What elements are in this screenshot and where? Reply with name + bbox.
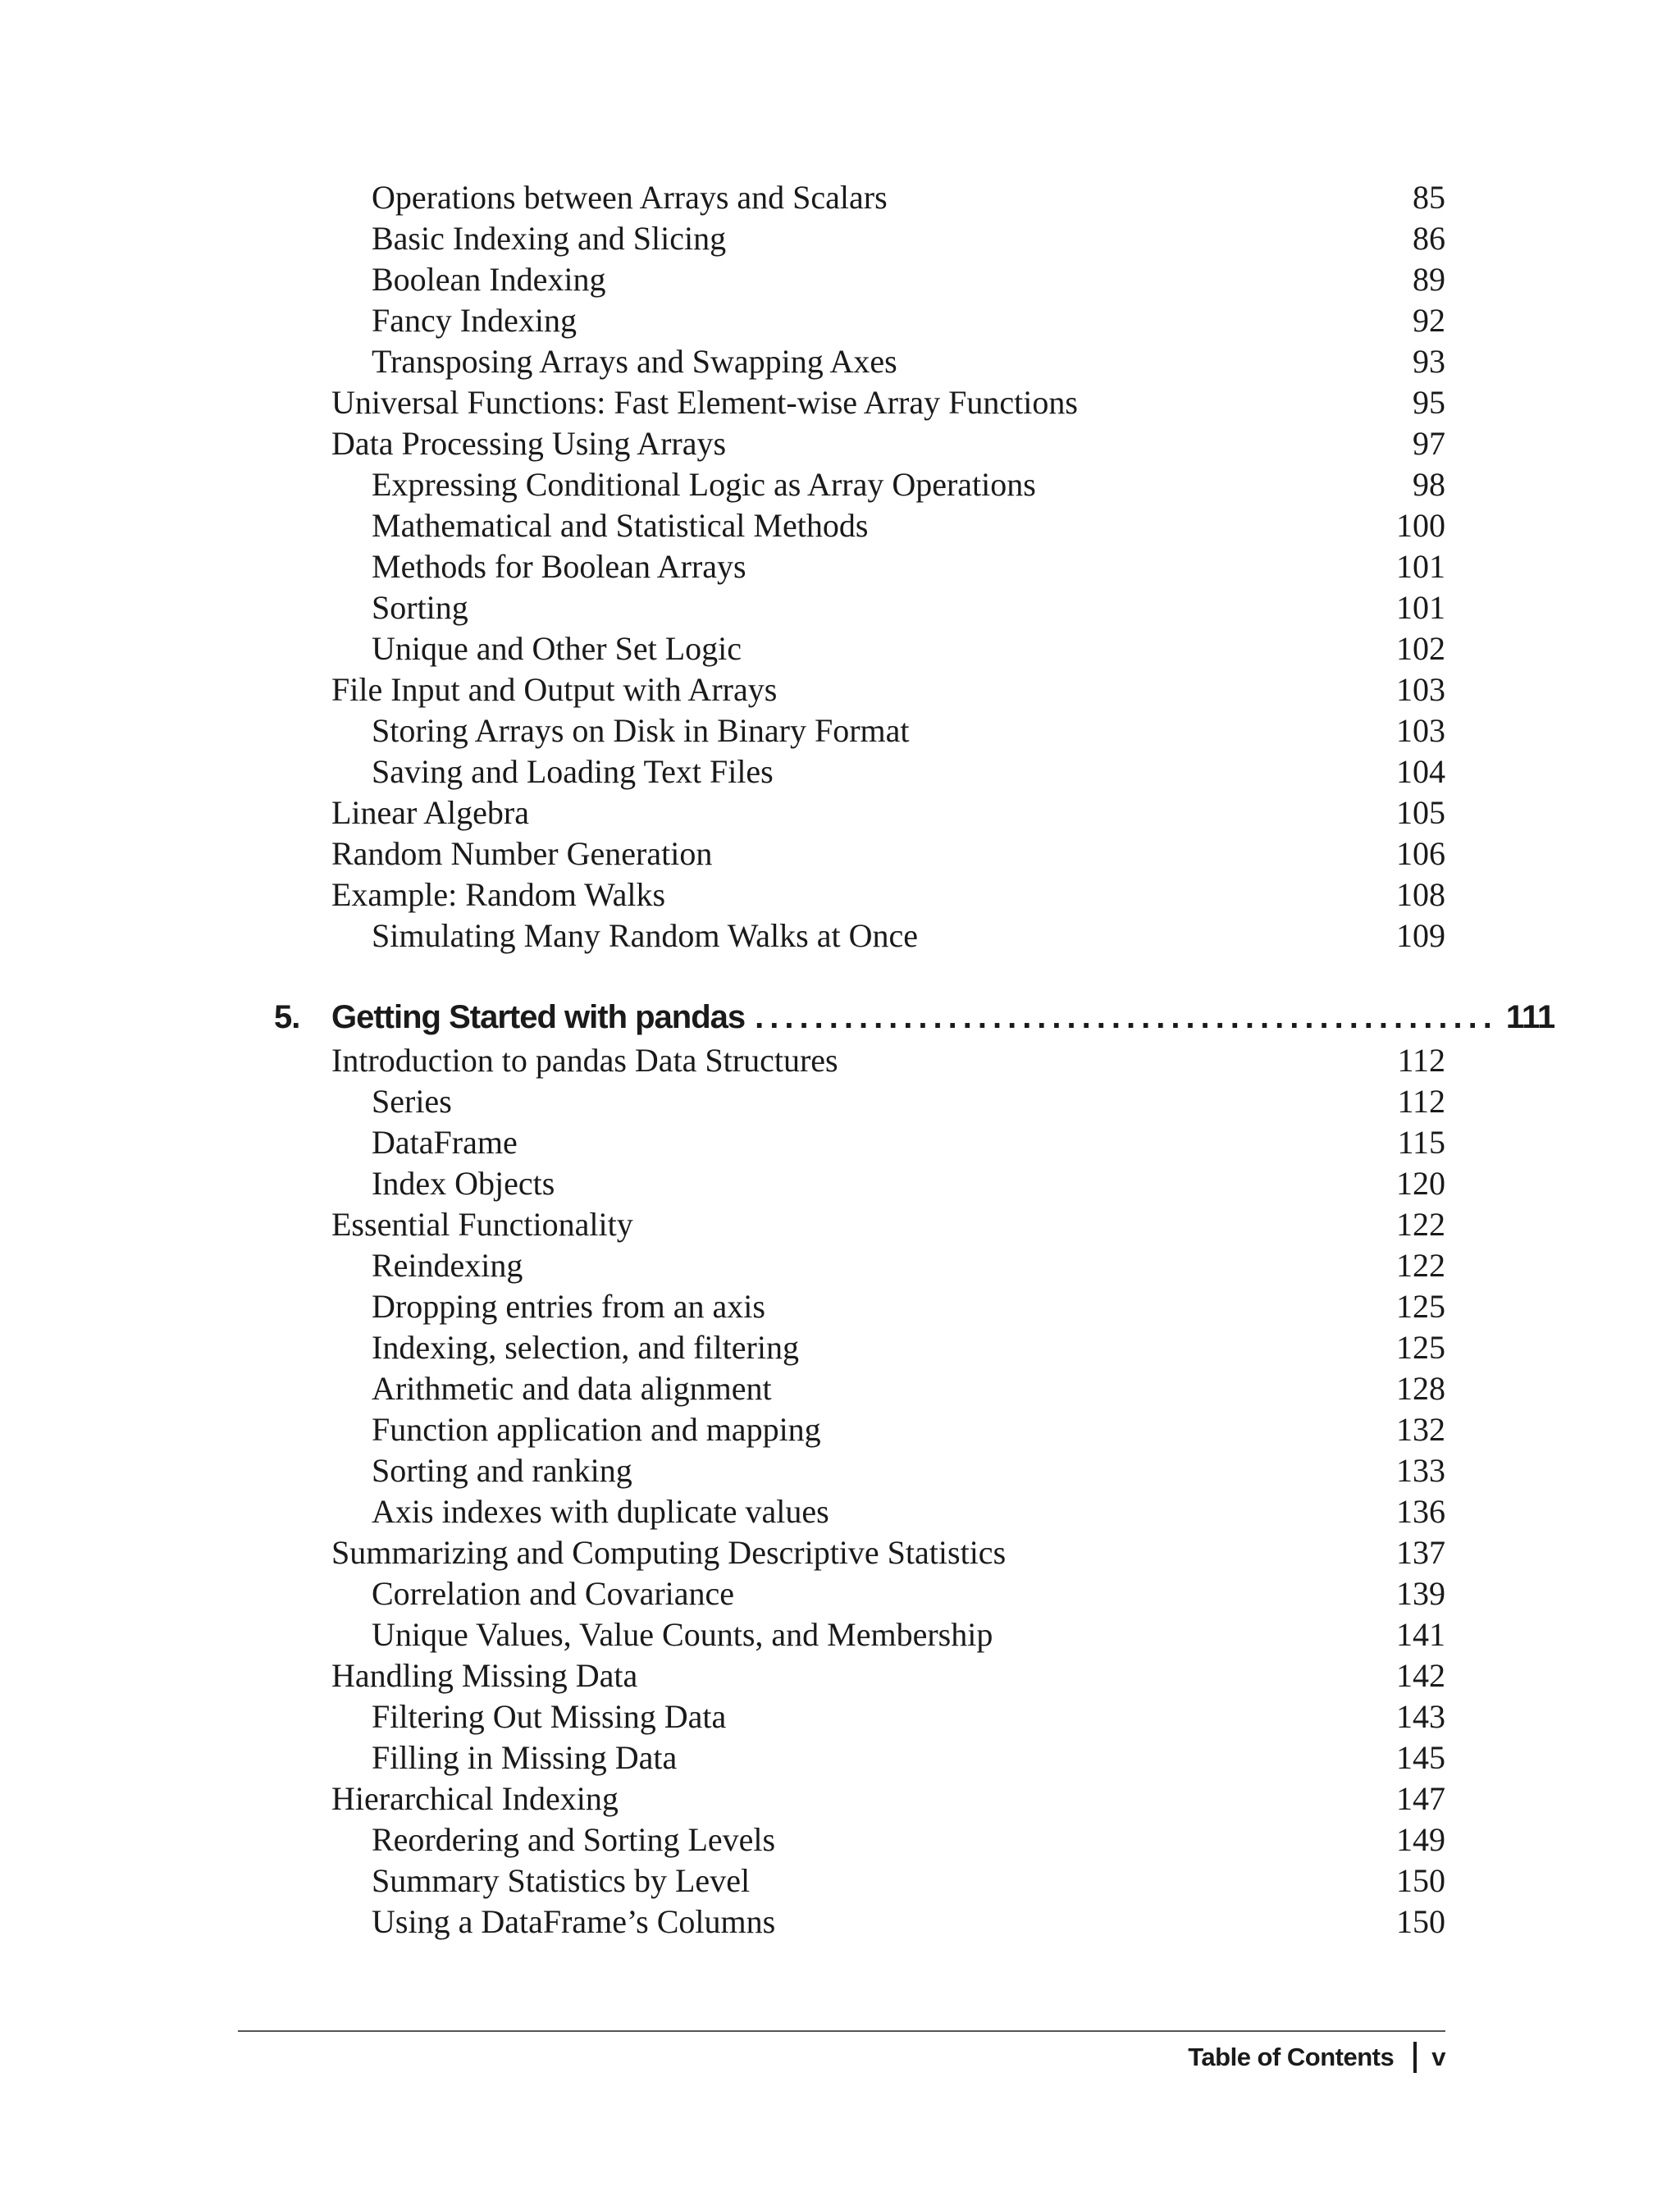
entry-title: Reordering and Sorting Levels [372, 1821, 776, 1858]
toc-subsection-entry[interactable] [331, 1573, 1445, 1614]
chapter-page-number: 111 [1505, 999, 1555, 1035]
entry-title: Hierarchical Indexing [331, 1780, 619, 1817]
entry-title: Universal Functions: Fast Element-wise Array Functions [331, 384, 1078, 421]
entry-title: Correlation and Covariance [372, 1575, 735, 1612]
entry-title: Summarizing and Computing Descriptive Statistics [331, 1534, 1007, 1571]
entry-page-number: 122 [1396, 1206, 1445, 1243]
toc-section-entry[interactable] [331, 1778, 1445, 1819]
entry-page-number: 105 [1396, 794, 1445, 831]
entry-title: Linear Algebra [331, 794, 529, 831]
chapter-number: 5. [274, 999, 300, 1035]
chapter-title: Getting Started with pandas [331, 999, 746, 1035]
entry-page-number: 108 [1396, 876, 1445, 913]
entry-page-number: 132 [1396, 1411, 1445, 1448]
toc-section-entry[interactable] [331, 874, 1445, 915]
page-footer [1188, 2037, 1445, 2078]
entry-title: Operations between Arrays and Scalars [372, 179, 888, 216]
toc-section-entry[interactable] [331, 1204, 1445, 1245]
table-of-contents [274, 177, 1555, 1942]
entry-title: Essential Functionality [331, 1206, 633, 1243]
toc-subsection-entry[interactable] [331, 1163, 1445, 1204]
toc-subsection-entry[interactable] [331, 915, 1445, 956]
toc-subsection-entry[interactable] [331, 1286, 1445, 1327]
entry-title: Basic Indexing and Slicing [372, 220, 727, 257]
entry-title: Example: Random Walks [331, 876, 666, 913]
entry-title: DataFrame [372, 1124, 518, 1161]
entry-page-number: 103 [1396, 671, 1445, 708]
footer-section-label: Table of Contents [1188, 2043, 1395, 2071]
toc-section-entry[interactable] [331, 382, 1445, 423]
entry-page-number: 128 [1396, 1370, 1445, 1407]
toc-subsection-entry[interactable] [331, 1901, 1445, 1942]
entry-page-number: 86 [1413, 220, 1445, 257]
toc-subsection-entry[interactable] [331, 1450, 1445, 1491]
entry-title: Handling Missing Data [331, 1657, 638, 1694]
footer-separator [1413, 2042, 1417, 2073]
entry-page-number: 92 [1413, 302, 1445, 339]
toc-subsection-entry[interactable] [331, 1819, 1445, 1860]
toc-subsection-entry[interactable] [331, 710, 1445, 751]
toc-subsection-entry[interactable] [331, 587, 1445, 628]
entry-title: Data Processing Using Arrays [331, 425, 727, 462]
toc-subsection-entry[interactable] [331, 1696, 1445, 1737]
toc-subsection-entry[interactable] [331, 300, 1445, 341]
toc-section-entry[interactable] [331, 423, 1445, 464]
entry-title: Sorting [372, 589, 468, 626]
entry-page-number: 112 [1397, 1083, 1445, 1120]
toc-subsection-entry[interactable] [331, 751, 1445, 792]
entry-page-number: 125 [1396, 1329, 1445, 1366]
entry-title: Reindexing [372, 1247, 523, 1284]
entry-page-number: 120 [1396, 1165, 1445, 1202]
entry-page-number: 137 [1396, 1534, 1445, 1571]
entry-title: Summary Statistics by Level [372, 1862, 751, 1899]
entry-page-number: 97 [1413, 425, 1445, 462]
entry-page-number: 150 [1396, 1903, 1445, 1940]
entry-title: Mathematical and Statistical Methods [372, 507, 869, 544]
entry-page-number: 125 [1396, 1288, 1445, 1325]
entry-title: Dropping entries from an axis [372, 1288, 765, 1325]
footer-divider [238, 2030, 1445, 2032]
entry-page-number: 115 [1397, 1124, 1445, 1161]
entry-title: Filling in Missing Data [372, 1739, 678, 1776]
entry-page-number: 122 [1396, 1247, 1445, 1284]
entry-title: File Input and Output with Arrays [331, 671, 778, 708]
entry-page-number: 100 [1396, 507, 1445, 544]
toc-subsection-entry[interactable] [331, 1860, 1445, 1901]
entry-title: Function application and mapping [372, 1411, 821, 1448]
entry-title: Unique Values, Value Counts, and Membership [372, 1616, 993, 1653]
entry-page-number: 136 [1396, 1493, 1445, 1530]
toc-subsection-entry[interactable] [331, 628, 1445, 669]
entry-page-number: 141 [1396, 1616, 1445, 1653]
entry-page-number: 142 [1396, 1657, 1445, 1694]
entry-title: Random Number Generation [331, 835, 713, 872]
toc-section-entry[interactable] [331, 1040, 1445, 1081]
entry-title: Index Objects [372, 1165, 555, 1202]
toc-section-entry[interactable] [331, 1655, 1445, 1696]
toc-subsection-entry[interactable] [331, 1122, 1445, 1163]
entry-title: Storing Arrays on Disk in Binary Format [372, 712, 910, 749]
entry-title: Axis indexes with duplicate values [372, 1493, 829, 1530]
entry-page-number: 103 [1396, 712, 1445, 749]
toc-subsection-entry[interactable] [331, 464, 1445, 505]
entry-page-number: 143 [1396, 1698, 1445, 1735]
toc-subsection-entry[interactable] [331, 1737, 1445, 1778]
entry-page-number: 101 [1396, 548, 1445, 585]
entry-page-number: 112 [1397, 1042, 1445, 1079]
entry-page-number: 95 [1413, 384, 1445, 421]
entry-title: Sorting and ranking [372, 1452, 632, 1489]
toc-subsection-entry[interactable] [331, 177, 1445, 218]
toc-subsection-entry[interactable] [331, 1368, 1445, 1409]
toc-subsection-entry[interactable] [331, 1409, 1445, 1450]
entry-title: Transposing Arrays and Swapping Axes [372, 343, 897, 380]
entry-title: Boolean Indexing [372, 261, 606, 298]
toc-subsection-entry[interactable] [331, 341, 1445, 382]
entry-title: Methods for Boolean Arrays [372, 548, 746, 585]
toc-subsection-entry[interactable] [331, 546, 1445, 587]
entry-title: Series [372, 1083, 452, 1120]
entry-title: Arithmetic and data alignment [372, 1370, 772, 1407]
footer-page-number: v [1431, 2043, 1445, 2071]
toc-subsection-entry[interactable] [331, 1614, 1445, 1655]
entry-page-number: 102 [1396, 630, 1445, 667]
entry-page-number: 93 [1413, 343, 1445, 380]
toc-subsection-entry[interactable] [331, 1081, 1445, 1122]
entry-page-number: 104 [1396, 753, 1445, 790]
toc-subsection-entry[interactable] [331, 218, 1445, 259]
entry-title: Saving and Loading Text Files [372, 753, 774, 790]
toc-subsection-entry[interactable] [331, 259, 1445, 300]
entry-page-number: 89 [1413, 261, 1445, 298]
toc-subsection-entry[interactable] [331, 1327, 1445, 1368]
entry-page-number: 109 [1396, 917, 1445, 954]
entry-title: Unique and Other Set Logic [372, 630, 742, 667]
entry-title: Expressing Conditional Logic as Array Operations [372, 466, 1036, 503]
entry-title: Introduction to pandas Data Structures [331, 1042, 838, 1079]
entry-page-number: 150 [1396, 1862, 1445, 1899]
toc-subsection-entry[interactable] [331, 1491, 1445, 1532]
entry-page-number: 101 [1396, 589, 1445, 626]
dot-leader: .................................................. [755, 999, 1498, 1035]
entry-page-number: 149 [1396, 1821, 1445, 1858]
entry-title: Indexing, selection, and filtering [372, 1329, 799, 1366]
chapter-heading[interactable] [274, 996, 1555, 1039]
toc-section-entry[interactable] [331, 792, 1445, 833]
entry-page-number: 139 [1396, 1575, 1445, 1612]
toc-section-entry[interactable] [331, 669, 1445, 710]
entry-page-number: 147 [1396, 1780, 1445, 1817]
toc-subsection-entry[interactable] [331, 1245, 1445, 1286]
entry-title: Fancy Indexing [372, 302, 577, 339]
entry-title: Simulating Many Random Walks at Once [372, 917, 918, 954]
entry-page-number: 98 [1413, 466, 1445, 503]
entry-title: Using a DataFrame’s Columns [372, 1903, 776, 1940]
entry-page-number: 106 [1396, 835, 1445, 872]
entry-title: Filtering Out Missing Data [372, 1698, 727, 1735]
entry-page-number: 85 [1413, 179, 1445, 216]
toc-section-entry[interactable] [331, 833, 1445, 874]
toc-subsection-entry[interactable] [331, 505, 1445, 546]
entry-page-number: 145 [1396, 1739, 1445, 1776]
toc-section-entry[interactable] [331, 1532, 1445, 1573]
entry-page-number: 133 [1396, 1452, 1445, 1489]
